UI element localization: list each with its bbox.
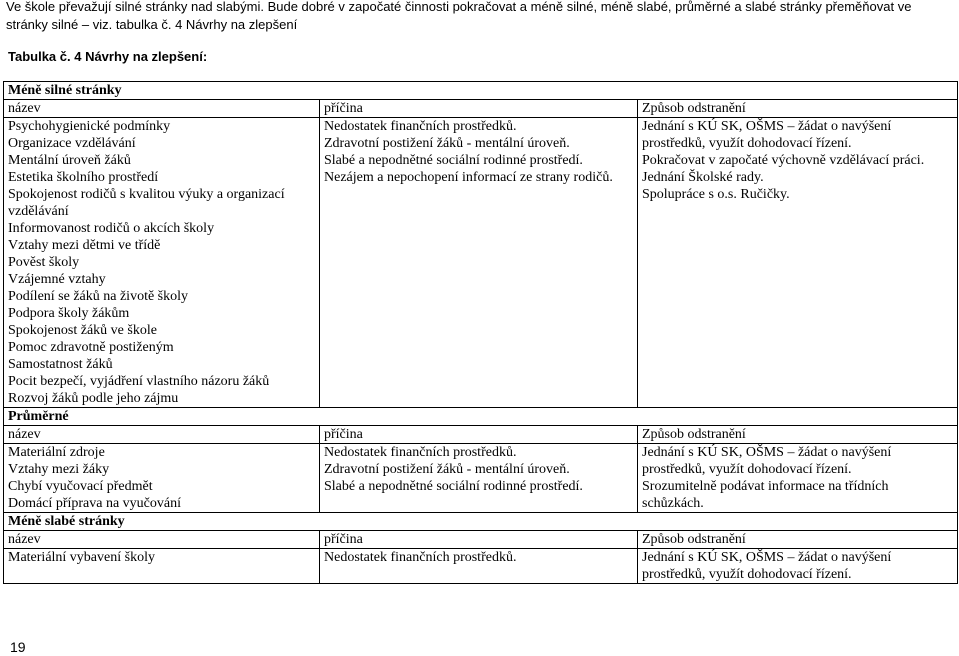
list-item: Slabé a nepodnětné sociální rodinné prostředí. bbox=[324, 479, 583, 494]
section-title: Průměrné bbox=[4, 408, 958, 426]
list-item: Organizace vzdělávání bbox=[8, 136, 136, 151]
section-title-row bbox=[4, 408, 958, 426]
causes-cell bbox=[320, 444, 638, 513]
list-item: Jednání s KÚ SK, OŠMS – žádat o navýšení prostředků, využít dohodovací řízení. bbox=[642, 445, 892, 477]
list-item: Materiální vybavení školy bbox=[8, 550, 155, 565]
list-item: Samostatnost žáků bbox=[8, 357, 113, 372]
list-item: Nezájem a nepochopení informací ze strany rodičů. bbox=[324, 170, 613, 185]
remedies-cell bbox=[638, 118, 958, 408]
list-item: Informovanost rodičů o akcích školy bbox=[8, 221, 215, 236]
causes-cell bbox=[320, 118, 638, 408]
list-item: Pomoc zdravotně postiženým bbox=[8, 340, 174, 355]
header-row bbox=[4, 426, 958, 444]
list-item: Vztahy mezi žáky bbox=[8, 462, 110, 477]
list-item: Estetika školního prostředí bbox=[8, 170, 159, 185]
remedies-cell bbox=[638, 444, 958, 513]
improvement-table bbox=[3, 81, 958, 584]
remedies-cell bbox=[638, 549, 958, 584]
header-remedy: Způsob odstranění bbox=[638, 100, 958, 118]
header-name: název bbox=[4, 100, 320, 118]
names-cell bbox=[4, 444, 320, 513]
list-item: Vztahy mezi dětmi ve třídě bbox=[8, 238, 161, 253]
page-number: 19 bbox=[10, 639, 26, 655]
list-item: Zdravotní postižení žáků - mentální úroveň. bbox=[324, 462, 570, 477]
list-item: Srozumitelně podávat informace na třídních schůzkách. bbox=[642, 479, 889, 511]
section-title: Méně slabé stránky bbox=[4, 513, 958, 531]
header-cause: příčina bbox=[320, 100, 638, 118]
list-item: Pověst školy bbox=[8, 255, 80, 270]
list-item: Spokojenost žáků ve škole bbox=[8, 323, 157, 338]
list-item: Vzájemné vztahy bbox=[8, 272, 106, 287]
list-item: Chybí vyučovací předmět bbox=[8, 479, 153, 494]
list-item: Jednání s KÚ SK, OŠMS – žádat o navýšení prostředků, využít dohodovací řízení. bbox=[642, 119, 892, 151]
list-item: Pocit bezpečí, vyjádření vlastního názoru žáků bbox=[8, 374, 270, 389]
list-item: Nedostatek finančních prostředků. bbox=[324, 550, 517, 565]
list-item: Jednání Školské rady. bbox=[642, 170, 764, 185]
list-item: Rozvoj žáků podle jeho zájmu bbox=[8, 391, 179, 406]
section-title: Méně silné stránky bbox=[4, 82, 958, 100]
content-row bbox=[4, 444, 958, 513]
list-item: Podpora školy žákům bbox=[8, 306, 130, 321]
header-cause: příčina bbox=[320, 426, 638, 444]
list-item: Mentální úroveň žáků bbox=[8, 153, 131, 168]
names-cell bbox=[4, 549, 320, 584]
list-item: Domácí příprava na vyučování bbox=[8, 496, 181, 511]
list-item: Zdravotní postižení žáků - mentální úroveň. bbox=[324, 136, 570, 151]
list-item: Psychohygienické podmínky bbox=[8, 119, 171, 134]
names-cell bbox=[4, 118, 320, 408]
header-remedy: Způsob odstranění bbox=[638, 426, 958, 444]
list-item: Materiální zdroje bbox=[8, 445, 105, 460]
causes-cell bbox=[320, 549, 638, 584]
header-remedy: Způsob odstranění bbox=[638, 531, 958, 549]
list-item: Nedostatek finančních prostředků. bbox=[324, 119, 517, 134]
content-row bbox=[4, 549, 958, 584]
list-item: Spokojenost rodičů s kvalitou výuky a organizací vzdělávání bbox=[8, 187, 285, 219]
header-row bbox=[4, 531, 958, 549]
list-item: Spolupráce s o.s. Ručičky. bbox=[642, 187, 790, 202]
list-item: Slabé a nepodnětné sociální rodinné prostředí. bbox=[324, 153, 583, 168]
content-row bbox=[4, 118, 958, 408]
list-item: Nedostatek finančních prostředků. bbox=[324, 445, 517, 460]
header-cause: příčina bbox=[320, 531, 638, 549]
list-item: Podílení se žáků na životě školy bbox=[8, 289, 189, 304]
header-name: název bbox=[4, 426, 320, 444]
list-item: Pokračovat v započaté výchovně vzdělávací práci. bbox=[642, 153, 925, 168]
intro-paragraph: Ve škole převažují silné stránky nad slabými. Bude dobré v započaté činnosti pokračovat a méně silné, méně slabé, průměrné a slabé stránky přeměňovat ve stránky silné – viz. tabulka č. 4 Návrhy na zlepšení bbox=[6, 0, 912, 32]
table-caption: Tabulka č. 4 Návrhy na zlepšení: bbox=[8, 49, 208, 64]
section-title-row bbox=[4, 82, 958, 100]
list-item: Jednání s KÚ SK, OŠMS – žádat o navýšení prostředků, využít dohodovací řízení. bbox=[642, 550, 892, 582]
header-name: název bbox=[4, 531, 320, 549]
header-row bbox=[4, 100, 958, 118]
section-title-row bbox=[4, 513, 958, 531]
